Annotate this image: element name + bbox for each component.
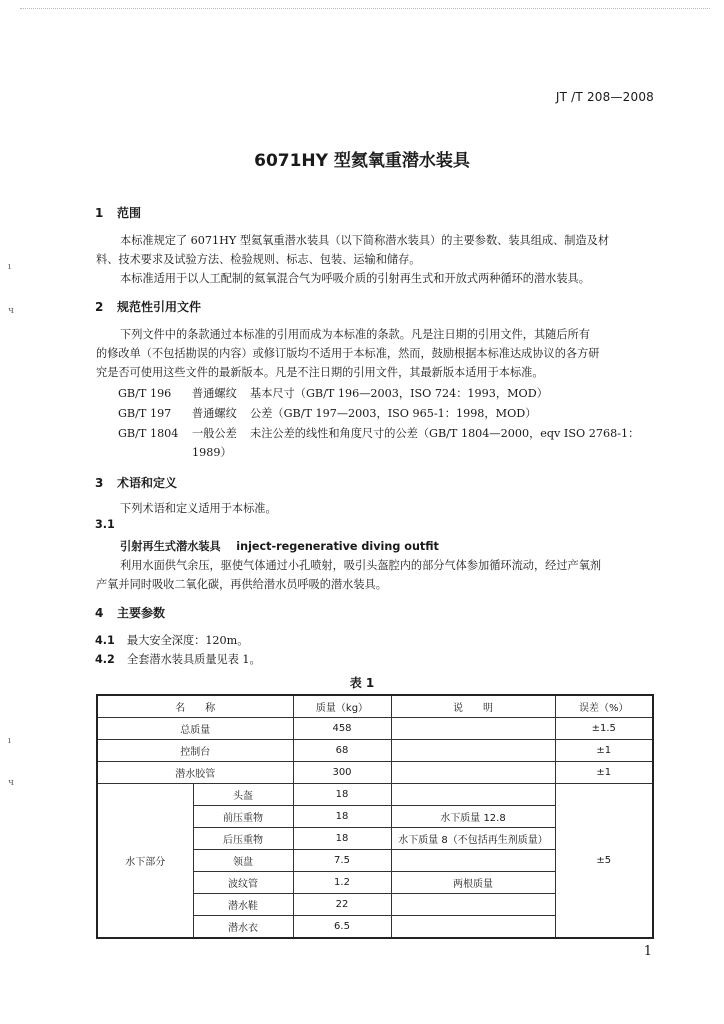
mass-table — [96, 694, 654, 939]
term-definition-title — [120, 538, 439, 554]
scan-mark: ı — [8, 262, 11, 272]
table-row — [97, 718, 653, 740]
subsection-number: 3.1 — [95, 518, 115, 531]
term-english: inject-regenerative diving outfit — [236, 540, 439, 553]
section-number: 1 — [95, 206, 104, 220]
reference-name: 一般公差 — [192, 427, 237, 440]
cell-note — [391, 718, 555, 740]
page-number: 1 — [643, 944, 652, 959]
cell-mass: 68 — [293, 740, 391, 762]
reference-name: 普通螺纹 — [192, 387, 237, 400]
header-name: 名 称 — [97, 695, 293, 718]
table-row — [97, 740, 653, 762]
reference-code: GB/T 1804 — [118, 427, 179, 440]
document-code: JT /T 208—2008 — [555, 90, 654, 104]
scan-top-border — [20, 8, 710, 9]
section-number: 2 — [95, 300, 104, 314]
table-row — [97, 784, 653, 806]
item-number: 4.1 — [95, 634, 115, 647]
section-3-heading — [95, 474, 177, 491]
list-item — [95, 632, 248, 648]
cell-group-label: 水下部分 — [97, 784, 193, 939]
document-title: 6071HY 型氦氧重潜水装具 — [254, 151, 470, 171]
table-header-row — [97, 695, 653, 718]
paragraph-line: 的修改单（不包括勘误的内容）或修订版均不适用于本标准，然而，鼓励根据本标准达成协议的各方研 — [96, 347, 600, 360]
cell-note — [391, 762, 555, 784]
table-caption: 表 1 — [349, 676, 375, 690]
section-1-heading — [95, 204, 141, 221]
cell-mass: 300 — [293, 762, 391, 784]
cell-name: 头盔 — [193, 784, 293, 806]
cell-mass: 18 — [293, 806, 391, 828]
reference-item — [118, 385, 548, 401]
reference-desc: 未注公差的线性和角度尺寸的公差（GB/T 1804—2000，eqv ISO 2768-1： — [250, 427, 640, 440]
cell-note — [391, 916, 555, 939]
paragraph-line: 究是否可使用这些文件的最新版本。凡是不注日期的引用文件，其最新版本适用于本标准。 — [96, 366, 544, 379]
section-2-heading — [95, 298, 201, 315]
cell-name: 总质量 — [97, 718, 293, 740]
cell-note — [391, 784, 555, 806]
section-4-heading — [95, 604, 165, 621]
cell-name: 前压重物 — [193, 806, 293, 828]
reference-desc: 公差（GB/T 197—2003，ISO 965-1：1998，MOD） — [250, 407, 537, 420]
cell-tolerance: ±1 — [555, 762, 653, 784]
paragraph-line: 料、技术要求及试验方法、检验规则、标志、包装、运输和储存。 — [96, 253, 421, 266]
item-number: 4.2 — [95, 653, 115, 666]
cell-note — [391, 894, 555, 916]
scan-mark: ч — [8, 306, 14, 316]
section-number: 3 — [95, 476, 104, 490]
cell-tolerance: ±1.5 — [555, 718, 653, 740]
item-text: 最大安全深度：120m。 — [127, 634, 249, 647]
cell-name: 潜水鞋 — [193, 894, 293, 916]
scan-mark: ı — [8, 736, 11, 746]
section-title: 范围 — [117, 206, 142, 220]
paragraph-line: 下列术语和定义适用于本标准。 — [120, 502, 277, 515]
cell-mass: 18 — [293, 784, 391, 806]
cell-mass: 7.5 — [293, 850, 391, 872]
cell-note — [391, 850, 555, 872]
paragraph-line: 产氧并同时吸收二氧化碳，再供给潜水员呼吸的潜水装具。 — [96, 578, 387, 591]
paragraph-line: 下列文件中的条款通过本标准的引用而成为本标准的条款。凡是注日期的引用文件，其随后所有 — [120, 328, 590, 341]
item-text: 全套潜水装具质量见表 1。 — [127, 653, 261, 666]
reference-code: GB/T 197 — [118, 407, 172, 420]
cell-name: 潜水衣 — [193, 916, 293, 939]
reference-item — [118, 425, 639, 441]
cell-mass: 22 — [293, 894, 391, 916]
header-tolerance: 误差（%） — [555, 695, 653, 718]
cell-mass: 1.2 — [293, 872, 391, 894]
header-note: 说 明 — [391, 695, 555, 718]
paragraph-line: 利用水面供气余压，驱使气体通过小孔喷射，吸引头盔腔内的部分气体参加循环流动，经过产氧剂 — [120, 559, 602, 572]
scan-mark: ч — [8, 778, 14, 788]
section-title: 术语和定义 — [117, 476, 178, 490]
section-title: 主要参数 — [117, 606, 166, 620]
cell-note: 两根质量 — [391, 872, 555, 894]
cell-name: 波纹管 — [193, 872, 293, 894]
reference-desc: 基本尺寸（GB/T 196—2003，ISO 724：1993，MOD） — [250, 387, 548, 400]
list-item — [95, 651, 261, 667]
paragraph-line: 本标准适用于以人工配制的氦氧混合气为呼吸介质的引射再生式和开放式两种循环的潜水装具。 — [120, 272, 590, 285]
cell-mass: 458 — [293, 718, 391, 740]
cell-name: 控制台 — [97, 740, 293, 762]
section-number: 4 — [95, 606, 104, 620]
cell-mass: 18 — [293, 828, 391, 850]
cell-name: 领盘 — [193, 850, 293, 872]
cell-group-tolerance: ±5 — [555, 784, 653, 939]
reference-item — [118, 405, 536, 421]
cell-note: 水下质量 12.8 — [391, 806, 555, 828]
reference-desc-continued: 1989） — [192, 446, 232, 459]
section-title: 规范性引用文件 — [117, 300, 202, 314]
term-chinese: 引射再生式潜水装具 — [120, 540, 221, 553]
cell-note: 水下质量 8（不包括再生剂质量） — [391, 828, 555, 850]
reference-name: 普通螺纹 — [192, 407, 237, 420]
paragraph-line: 本标准规定了 6071HY 型氦氧重潜水装具（以下简称潜水装具）的主要参数、装具组成、制造及材 — [120, 234, 610, 247]
cell-mass: 6.5 — [293, 916, 391, 939]
reference-code: GB/T 196 — [118, 387, 172, 400]
cell-note — [391, 740, 555, 762]
table-row — [97, 762, 653, 784]
cell-tolerance: ±1 — [555, 740, 653, 762]
cell-name: 潜水胶管 — [97, 762, 293, 784]
cell-name: 后压重物 — [193, 828, 293, 850]
header-mass: 质量（kg） — [293, 695, 391, 718]
